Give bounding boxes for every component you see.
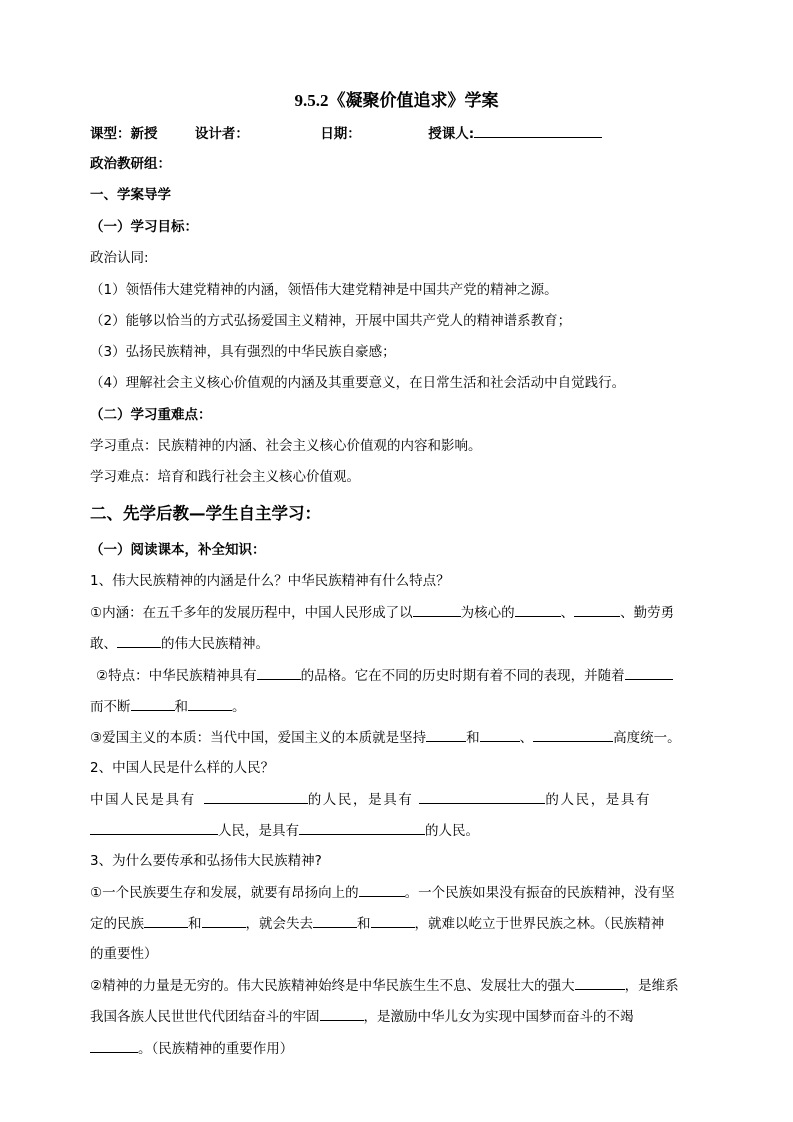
answer-line: 我国各族人民世世代代团结奋斗的牢固 ，是激励中华儿女为实现中国梦而奋斗的不竭 [90, 1009, 634, 1025]
answer-line: 的重要性） [90, 946, 158, 962]
answer-line: 敢、 的伟大民族精神。 [90, 636, 269, 652]
date-label: 日期： [320, 126, 361, 142]
answer-line: 人民，是具有 的人民。 [90, 821, 479, 840]
meta-row [90, 124, 602, 143]
fill-blank [625, 666, 673, 680]
goal-item: （1）领悟伟大建党精神的内涵，领悟伟大建党精神是中国共产党的精神之源。 [90, 282, 558, 298]
teacher-blank [474, 124, 602, 138]
fill-blank [371, 914, 415, 928]
question-2: 2、中国人民是什么样的人民？ [90, 760, 275, 776]
section-1-heading: 一、学案导学 [90, 187, 171, 203]
difficult-point: 学习难点：培育和践行社会主义核心价值观。 [90, 469, 360, 485]
fill-blank [533, 728, 613, 742]
fill-blank [204, 790, 308, 804]
fill-blank [144, 914, 188, 928]
fill-blank [117, 634, 161, 648]
answer-line: 而不断 和 。 [90, 699, 246, 715]
fill-blank [313, 914, 357, 928]
fill-blank [575, 976, 625, 990]
reading-heading: （一）阅读课本，补全知识： [90, 542, 266, 558]
answer-line: ①一个民族要生存和发展，就要有昂扬向上的 。一个民族如果没有振奋的民族精神，没有坚 [90, 885, 675, 901]
goal-item: （4）理解社会主义核心价值观的内涵及其重要意义，在日常生活和社会活动中自觉践行。 [90, 375, 626, 391]
fill-blank [413, 603, 461, 617]
fill-blank [257, 666, 301, 680]
answer-line: ②精神的力量是无穷的。伟大民族精神始终是中华民族生生不息、发展壮大的强大 ，是维系 [90, 978, 679, 994]
fill-blank [299, 821, 425, 835]
fill-blank [90, 821, 218, 835]
answer-line: ①内涵：在五千多年的发展历程中，中国人民形成了以 为核心的 、 、勤劳勇 [90, 605, 675, 621]
fill-blank [320, 1007, 364, 1021]
fill-blank [574, 603, 620, 617]
fill-blank [90, 1039, 138, 1053]
answer-line: ③爱国主义的本质：当代中国，爱国主义的本质就是坚持 和 、 高度统一。 [90, 730, 681, 746]
fill-blank [515, 603, 561, 617]
course-type: 课型：新授 [90, 126, 158, 142]
fill-blank [202, 914, 246, 928]
designer-label: 设计者： [194, 126, 249, 142]
answer-line: 定的民族 和 ，就会失去 和 ，就难以屹立于世界民族之林。（民族精神 [90, 916, 665, 932]
fill-blank [131, 697, 175, 711]
answer-line: 中国人民是具有 的人民，是具有 的人民，是具有 [90, 792, 652, 808]
teaching-group: 政治教研组： [90, 156, 171, 172]
fill-blank [426, 728, 466, 742]
fill-blank [419, 790, 545, 804]
goals-heading: （一）学习目标： [90, 219, 198, 235]
key-heading: （二）学习重难点： [90, 407, 212, 423]
key-point: 学习重点：民族精神的内涵、社会主义核心价值观的内容和影响。 [90, 438, 482, 454]
answer-line: 。（民族精神的重要作用） [90, 1039, 293, 1058]
answer-line: ②特点：中华民族精神具有 的品格。它在不同的历史时期有着不同的表现，并随着 [90, 666, 673, 685]
goal-item: （2）能够以恰当的方式弘扬爱国主义精神，开展中国共产党人的精神谱系教育； [90, 313, 572, 329]
section-2-heading: 二、先学后教—学生自主学习： [90, 504, 321, 523]
goal-item: （3）弘扬民族精神，具有强烈的中华民族自豪感； [90, 344, 396, 360]
teacher-label: 授课人: [428, 126, 475, 142]
fill-blank [188, 697, 232, 711]
question-1: 1、伟大民族精神的内涵是什么？中华民族精神有什么特点？ [90, 573, 450, 589]
goals-intro: 政治认同: [90, 250, 149, 266]
fill-blank [359, 883, 405, 897]
fill-blank [480, 728, 520, 742]
document-title: 9.5.2《凝聚价值追求》学案 [294, 91, 499, 110]
question-3: 3、为什么要传承和弘扬伟大民族精神? [90, 853, 322, 869]
